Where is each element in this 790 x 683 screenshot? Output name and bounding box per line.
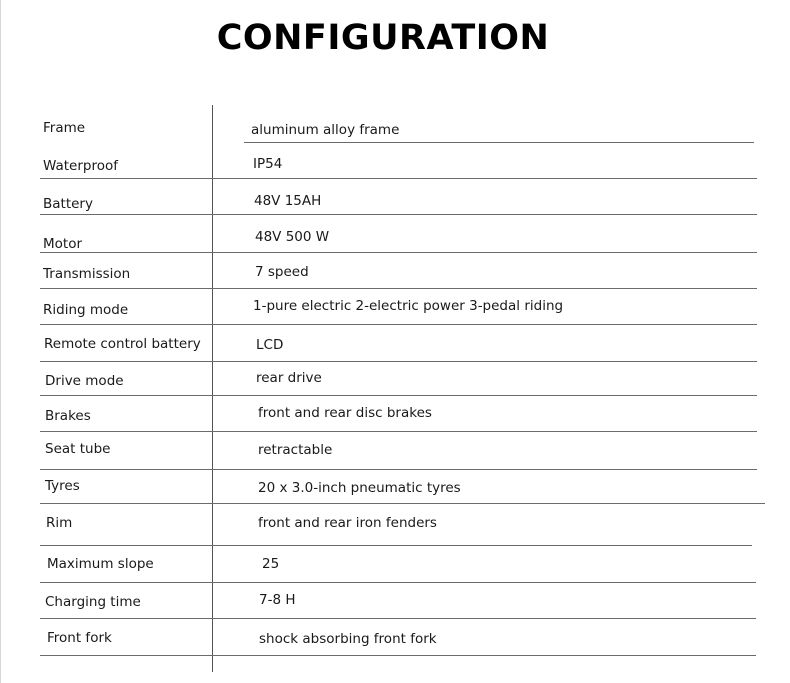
row-divider [40, 178, 757, 179]
spec-label-frame: Frame [43, 120, 86, 136]
row-divider [40, 618, 756, 619]
spec-label-drive-mode: Drive mode [45, 373, 124, 389]
row-divider [40, 214, 757, 215]
row-divider [40, 324, 757, 325]
row-divider [40, 469, 757, 470]
spec-label-brakes: Brakes [45, 408, 91, 424]
row-divider [40, 361, 757, 362]
spec-label-remote-control-battery: Remote control battery [44, 336, 201, 352]
row-divider-spacer [40, 143, 212, 144]
spec-value-motor: 48V 500 W [255, 229, 330, 245]
spec-value-battery: 48V 15AH [254, 193, 322, 209]
spec-value-front-fork: shock absorbing front fork [259, 631, 437, 647]
spec-value-remote-control-battery: LCD [256, 337, 284, 353]
row-divider [244, 142, 754, 143]
spec-label-transmission: Transmission [43, 266, 131, 282]
spec-value-riding-mode: 1-pure electric 2-electric power 3-pedal riding [253, 298, 564, 314]
page-title: CONFIGURATION [216, 18, 550, 58]
row-divider [40, 395, 757, 396]
spec-value-waterproof: IP54 [253, 156, 283, 172]
spec-label-battery: Battery [43, 196, 93, 212]
spec-label-maximum-slope: Maximum slope [47, 556, 154, 572]
spec-value-maximum-slope: 25 [262, 556, 280, 572]
row-divider [40, 655, 756, 656]
spec-label-charging-time: Charging time [45, 594, 141, 610]
spec-value-tyres: 20 x 3.0-inch pneumatic tyres [258, 480, 461, 496]
row-divider [40, 503, 765, 504]
spec-value-drive-mode: rear drive [256, 370, 322, 386]
row-divider [40, 545, 752, 546]
spec-label-seat-tube: Seat tube [45, 441, 111, 457]
spec-value-rim: front and rear iron fenders [258, 515, 437, 531]
spec-label-waterproof: Waterproof [43, 158, 119, 174]
spec-value-frame: aluminum alloy frame [251, 122, 400, 138]
spec-value-transmission: 7 speed [255, 264, 309, 280]
row-divider [40, 431, 757, 432]
column-divider [212, 105, 213, 672]
spec-label-riding-mode: Riding mode [43, 302, 129, 318]
spec-label-tyres: Tyres [45, 478, 80, 494]
spec-value-charging-time: 7-8 H [259, 592, 296, 608]
spec-label-rim: Rim [46, 515, 73, 531]
row-divider [40, 582, 756, 583]
spec-value-brakes: front and rear disc brakes [258, 405, 432, 421]
row-divider [40, 288, 757, 289]
spec-value-seat-tube: retractable [258, 442, 333, 458]
row-divider [40, 252, 757, 253]
spec-label-front-fork: Front fork [47, 630, 112, 646]
spec-label-motor: Motor [43, 236, 83, 252]
